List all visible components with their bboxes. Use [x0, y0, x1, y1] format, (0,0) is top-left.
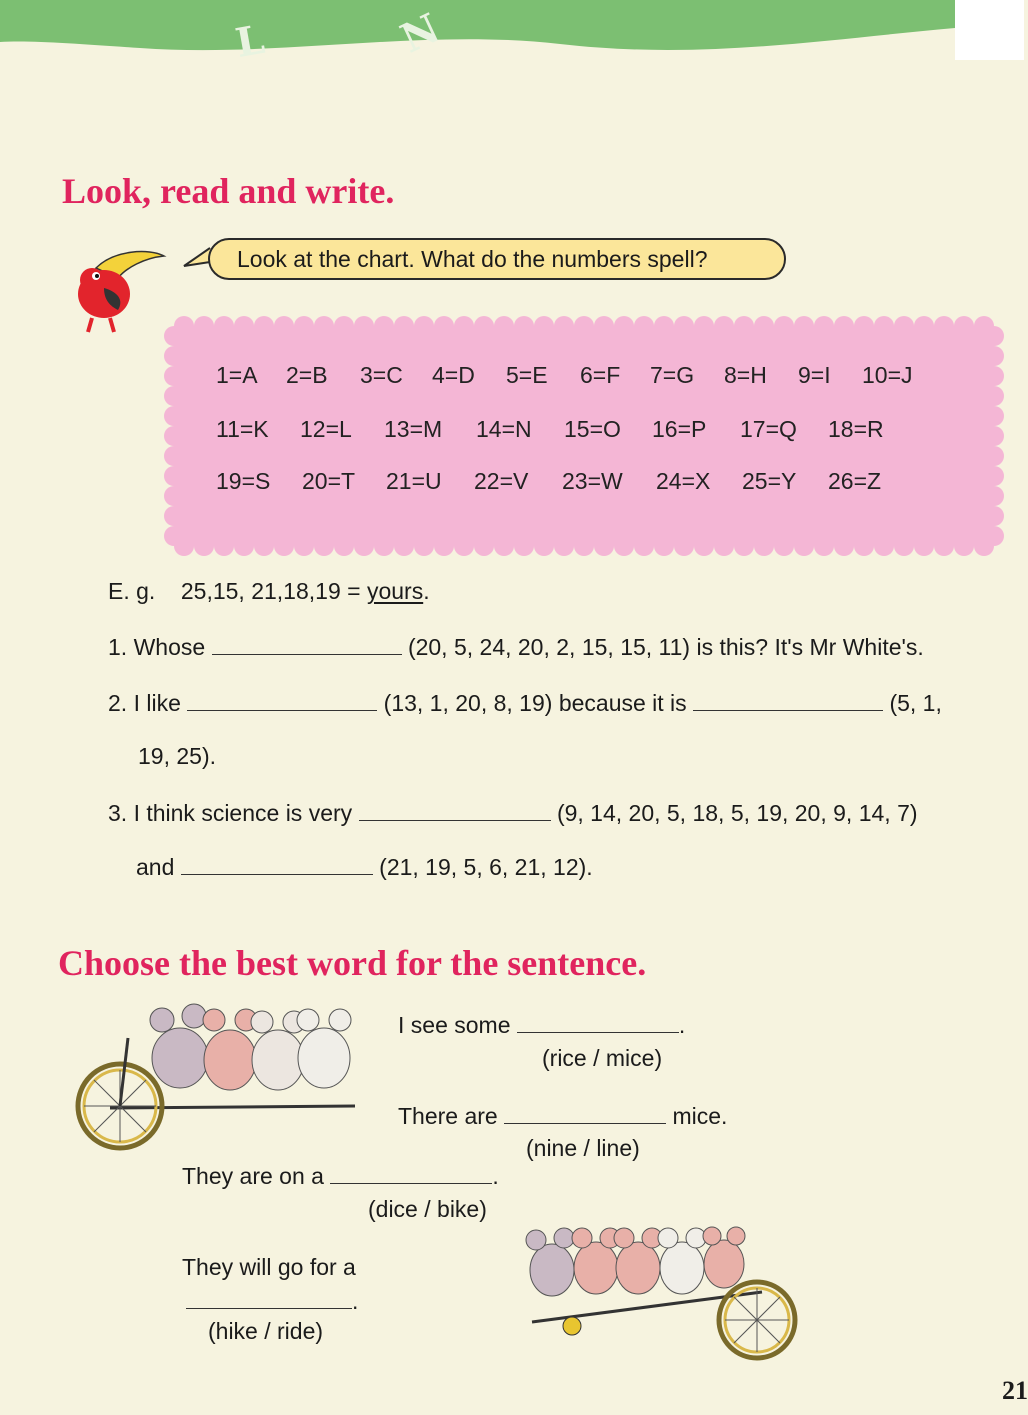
q2-clue-1: (13, 1, 20, 8, 19) because it is: [383, 690, 687, 716]
chart-code-21-u: 21=U: [386, 468, 442, 494]
chart-code-2-b: 2=B: [286, 362, 328, 388]
example-numbers: 25,15, 21,18,19 =: [180, 578, 361, 604]
q3-blank-2[interactable]: [181, 854, 373, 875]
chart-code-8-h: 8=H: [724, 362, 767, 388]
chart-code-25-y: 25=Y: [742, 468, 797, 494]
q2-blank-1[interactable]: [187, 690, 377, 711]
q3-clue-1: (9, 14, 20, 5, 18, 5, 19, 20, 9, 14, 7): [556, 800, 918, 826]
q2-continuation: 19, 25).: [138, 743, 216, 769]
q3-blank-1[interactable]: [359, 800, 551, 821]
example-line: [108, 578, 430, 605]
chart-code-15-o: 15=O: [564, 416, 621, 442]
item2-after: mice.: [672, 1103, 728, 1129]
item2-blank[interactable]: [504, 1103, 666, 1124]
question-3-continuation: [136, 854, 593, 881]
q2-blank-2[interactable]: [693, 690, 883, 711]
mice-on-bike-illustration: [70, 998, 360, 1148]
page-number: 21: [1002, 1376, 1028, 1405]
item3-options: (dice / bike): [368, 1196, 487, 1222]
section-title-look-read-write: Look, read and write.: [62, 171, 395, 211]
chart-code-20-t: 20=T: [302, 468, 356, 494]
speech-bubble: Look at the chart. What do the numbers spell?: [208, 238, 786, 280]
item3-before: They are on a: [182, 1163, 324, 1189]
question-2: [108, 690, 942, 717]
chart-code-24-x: 24=X: [656, 468, 711, 494]
mice-on-tandem-illustration: [512, 1222, 802, 1362]
chart-code-7-g: 7=G: [650, 362, 695, 388]
question-3: [108, 800, 918, 827]
choose-item-1: [398, 1012, 685, 1039]
chart-code-5-e: 5=E: [506, 362, 548, 388]
choose-item-3: [182, 1163, 499, 1190]
chart-code-14-n: 14=N: [476, 416, 532, 442]
item4-after: .: [352, 1288, 359, 1314]
chart-code-26-z: 26=Z: [828, 468, 882, 494]
item1-after: .: [678, 1012, 686, 1038]
q3-and: and: [136, 854, 175, 880]
bird-mascot-icon: [74, 248, 174, 338]
q3-clue-2: (21, 19, 5, 6, 21, 12).: [379, 854, 593, 880]
number-letter-chart: [166, 318, 1000, 538]
example-prefix: E. g.: [108, 578, 156, 604]
chart-code-4-d: 4=D: [432, 362, 475, 388]
chart-code-10-j: 10=J: [862, 362, 913, 388]
q1-blank[interactable]: [212, 634, 402, 655]
example-end: .: [423, 578, 430, 604]
chart-code-16-p: 16=P: [652, 416, 707, 442]
chart-code-6-f: 6=F: [580, 362, 621, 388]
item2-options: (nine / line): [526, 1135, 640, 1161]
item2-before: There are: [398, 1103, 498, 1129]
q1-start: 1. Whose: [108, 634, 206, 660]
chart-code-22-v: 22=V: [474, 468, 529, 494]
choose-item-2: [398, 1103, 727, 1130]
chart-code-1-a: 1=A: [216, 362, 258, 388]
q1-clue: (20, 5, 24, 20, 2, 15, 15, 11) is this? It's Mr White's.: [407, 634, 924, 660]
q2-start: 2. I like: [108, 690, 181, 716]
item1-blank[interactable]: [517, 1012, 679, 1033]
question-1: [108, 634, 924, 661]
item3-blank[interactable]: [330, 1163, 492, 1184]
section-title-choose-best-word: Choose the best word for the sentence.: [58, 943, 647, 983]
chart-code-17-q: 17=Q: [740, 416, 797, 442]
banner-letter-l: L: [232, 15, 268, 68]
q2-clue-2: (5, 1,: [889, 690, 942, 716]
chart-code-12-l: 12=L: [300, 416, 352, 442]
banner-letter-n: N: [393, 4, 447, 63]
chart-code-3-c: 3=C: [360, 362, 403, 388]
example-answer: yours: [366, 578, 424, 604]
item4-blank[interactable]: [186, 1288, 352, 1309]
chart-code-19-s: 19=S: [216, 468, 271, 494]
item1-before: I see some: [398, 1012, 511, 1038]
item3-after: .: [492, 1163, 499, 1189]
chart-code-18-r: 18=R: [828, 416, 884, 442]
choose-item-4-answer: [186, 1288, 358, 1315]
item4-options: (hike / ride): [208, 1318, 324, 1344]
top-banner: [0, 0, 1024, 70]
chart-code-23-w: 23=W: [562, 468, 623, 494]
choose-item-4: They will go for a: [182, 1254, 356, 1280]
q3-start: 3. I think science is very: [108, 800, 353, 826]
chart-code-11-k: 11=K: [216, 416, 269, 442]
chart-code-13-m: 13=M: [384, 416, 443, 442]
chart-code-9-i: 9=I: [798, 362, 831, 388]
item1-options: (rice / mice): [542, 1045, 663, 1071]
